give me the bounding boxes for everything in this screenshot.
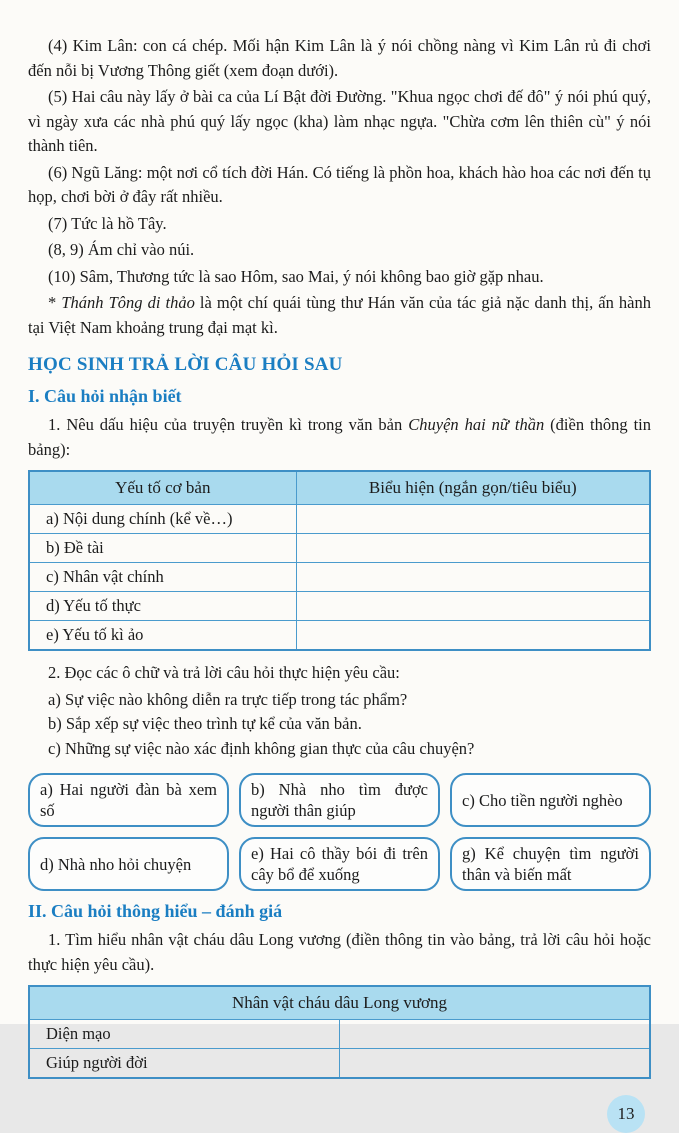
row-label: b) Đề tài [29,534,296,563]
table-header-row [29,986,650,1020]
section-1-heading: I. Câu hỏi nhận biết [28,386,182,406]
row-value-cell [296,563,650,592]
character-table [28,985,651,1079]
row-label: a) Nội dung chính (kể về…) [29,505,296,534]
table-row [29,1020,650,1049]
row-label: Diện mạo [29,1020,340,1049]
note-6: (6) Ngũ Lăng: một nơi cổ tích đời Hán. Có tiếng là phồn hoa, khách hào hoa các nơi đến tụ họp, chơi bời ở đây rất nhiều. [28,162,651,206]
table-row [29,592,650,621]
question-1-pre: 1. Nêu dấu hiệu của truyện truyền kì trong văn bản [48,415,409,434]
row-label: Giúp người đời [29,1049,340,1079]
character-table-title: Nhân vật cháu dâu Long vương [29,986,650,1020]
section-2-heading: II. Câu hỏi thông hiểu – đánh giá [28,901,283,921]
row-value-cell [340,1049,651,1079]
question-2-item-c: c) Những sự việc nào xác định không gian thực của câu chuyện? [48,738,475,758]
question-1-post: (điền thông tin bảng): [28,415,652,459]
row-value-cell [340,1020,651,1049]
question-1-title: Chuyện hai nữ thần [408,415,545,434]
section-2-question-1: 1. Tìm hiểu nhân vật cháu dâu Long vương (điền thông tin vào bảng, trả lời câu hỏi hoặc thực hiện yêu cầu). [28,930,651,974]
footnote-marker: * [48,293,62,312]
table-row [29,505,650,534]
row-value-cell [296,534,650,563]
footnote [28,291,651,340]
table-row [29,563,650,592]
note-4: (4) Kim Lân: con cá chép. Mối hận Kim Lân là ý nói chồng nàng vì Kim Lân rủ đi chơi đến nỗi bị Vương Thông giết (xem đoạn dưới). [28,36,651,80]
row-label: e) Yếu tố kì ảo [29,621,296,651]
word-boxes [28,773,651,891]
word-box-g: g) Kể chuyện tìm người thân và biến mất [450,837,651,891]
main-heading: HỌC SINH TRẢ LỜI CÂU HỎI SAU [28,354,343,375]
table-row [29,621,650,651]
question-2-item-a: a) Sự việc nào không diễn ra trực tiếp trong tác phẩm? [48,689,408,709]
word-box-e: e) Hai cô thầy bói đi trên cây bổ để xuống [239,837,440,891]
footnote-rest: là một chí quái tùng thư Hán văn của tác giả nặc danh thị, ấn hành tại Việt Nam khoảng trung đại mạt kì. [28,293,652,337]
footnote-title: Thánh Tông di thảo [61,293,195,312]
word-box-b: b) Nhà nho tìm được người thân giúp [239,773,440,827]
table-row [29,1049,650,1079]
note-8-9: (8, 9) Ám chỉ vào núi. [48,240,195,259]
word-box-d: d) Nhà nho hỏi chuyện [28,837,229,891]
note-10: (10) Sâm, Thương tức là sao Hôm, sao Mai, ý nói không bao giờ gặp nhau. [48,266,544,286]
row-label: d) Yếu tố thực [29,592,296,621]
question-2-item-b: b) Sắp xếp sự việc theo trình tự kể của văn bản. [48,714,362,733]
word-box-a: a) Hai người đàn bà xem số [28,773,229,827]
section-1-question-1 [28,413,651,462]
row-label: c) Nhân vật chính [29,563,296,592]
row-value-cell [296,621,650,651]
row-value-cell [296,592,650,621]
table-header-row [29,471,650,505]
note-7: (7) Tức là hồ Tây. [48,213,167,233]
word-box-c: c) Cho tiền người nghèo [450,773,651,827]
table-row [29,534,650,563]
elements-table [28,470,651,651]
column-header-expression: Biểu hiện (ngắn gọn/tiêu biểu) [296,471,650,505]
page-number-badge: 13 [607,1095,645,1133]
row-value-cell [296,505,650,534]
note-5: (5) Hai câu này lấy ở bài ca của Lí Bật đời Đường. "Khua ngọc chơi đế đô" ý nói phú quý, vì ngày xưa các nhà phú quý lấy ngọc (kha) làm nhạc ngựa. "Chừa cơm lên thiên cù" ý nói thành tiên. [28,87,651,155]
column-header-element: Yếu tố cơ bản [29,471,296,505]
section-1-question-2: 2. Đọc các ô chữ và trả lời câu hỏi thực hiện yêu cầu: [48,663,400,682]
page-footer [28,1095,645,1133]
